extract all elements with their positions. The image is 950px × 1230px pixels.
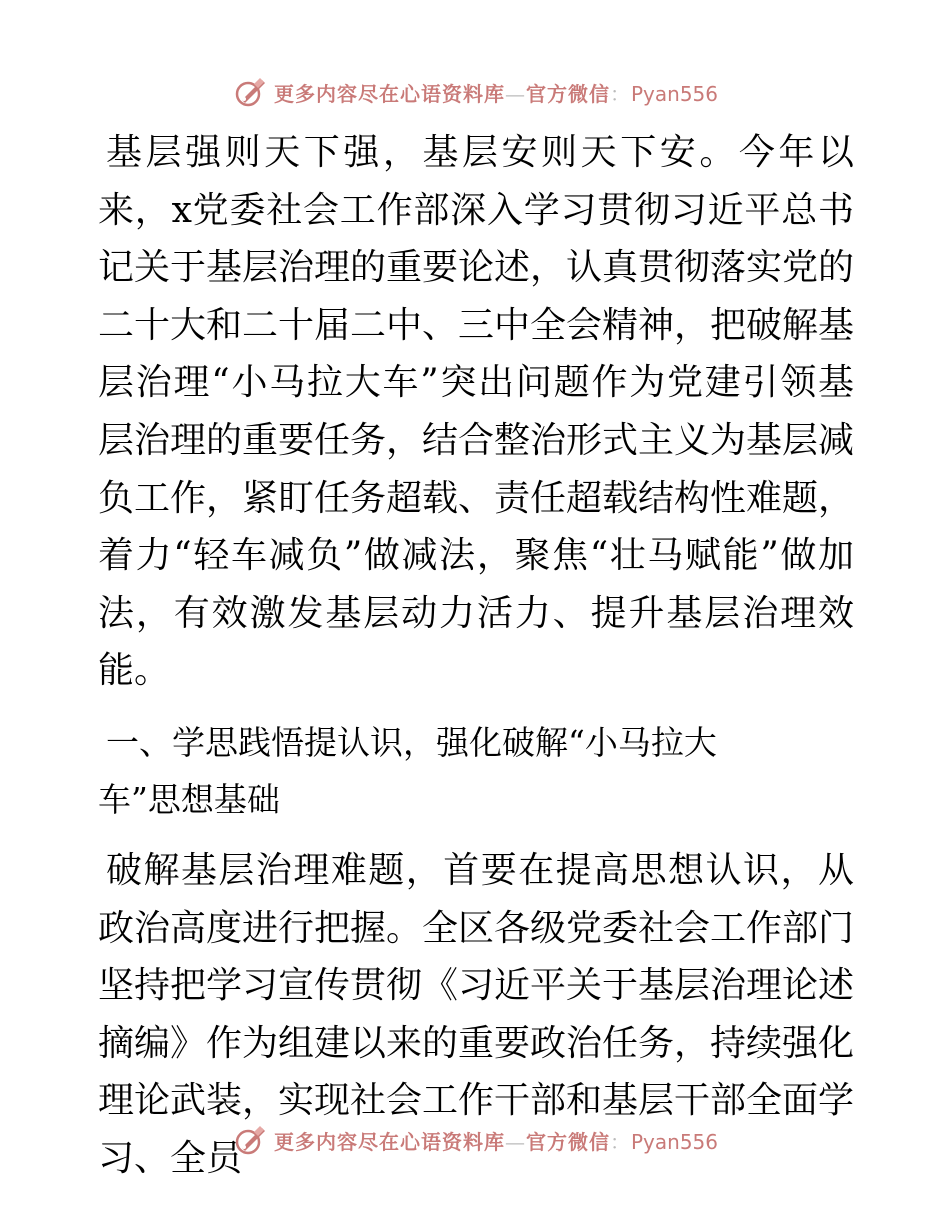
banner-colon: ：	[609, 81, 631, 106]
document-body	[98, 124, 854, 1188]
footer-watermark-text	[274, 1126, 718, 1155]
header-watermark-banner	[0, 72, 950, 112]
banner-wechat-label: 官方微信	[525, 1129, 610, 1154]
banner-colon: ：	[609, 1129, 631, 1154]
banner-wechat-label: 官方微信	[525, 81, 610, 106]
body-paragraph: 破解基层治理难题，首要在提高思想认识，从政治高度进行把握。全区各级党委社会工作部门坚持把学习宣传贯彻《习近平关于基层治理论述摘编》作为组建以来的重要政治任务，持续强化理论武装，实现社会工作干部和基层干部全面学习、全员	[98, 849, 855, 1179]
section-heading: 一、学思践悟提认识，强化破解“小马拉大车”思想基础	[98, 722, 717, 819]
header-watermark-text	[274, 78, 718, 107]
quill-pen-logo-icon	[232, 74, 268, 110]
banner-dash: —	[504, 1129, 526, 1154]
banner-wechat-handle: Pyan556	[630, 81, 718, 106]
banner-wechat-handle: Pyan556	[630, 1129, 718, 1154]
banner-site-name: 更多内容尽在心语资料库	[273, 1129, 505, 1154]
banner-dash: —	[504, 81, 526, 106]
footer-watermark-banner	[0, 1120, 950, 1160]
intro-paragraph: 基层强则天下强，基层安则天下安。今年以来，x党委社会工作部深入学习贯彻习近平总书记关于基层治理的重要论述，认真贯彻落实党的二十大和二十届二中、三中全会精神，把破解基层治理“小马拉大车”突出问题作为党建引领基层治理的重要任务，结合整治形式主义为基层减负工作，紧盯任务超载、责任超载结构性难题，着力“轻车减负”做减法，聚焦“壮马赋能”做加法，有效激发基层动力活力、提升基层治理效能。	[98, 132, 855, 692]
banner-site-name: 更多内容尽在心语资料库	[273, 81, 505, 106]
quill-pen-logo-icon	[232, 1122, 268, 1158]
